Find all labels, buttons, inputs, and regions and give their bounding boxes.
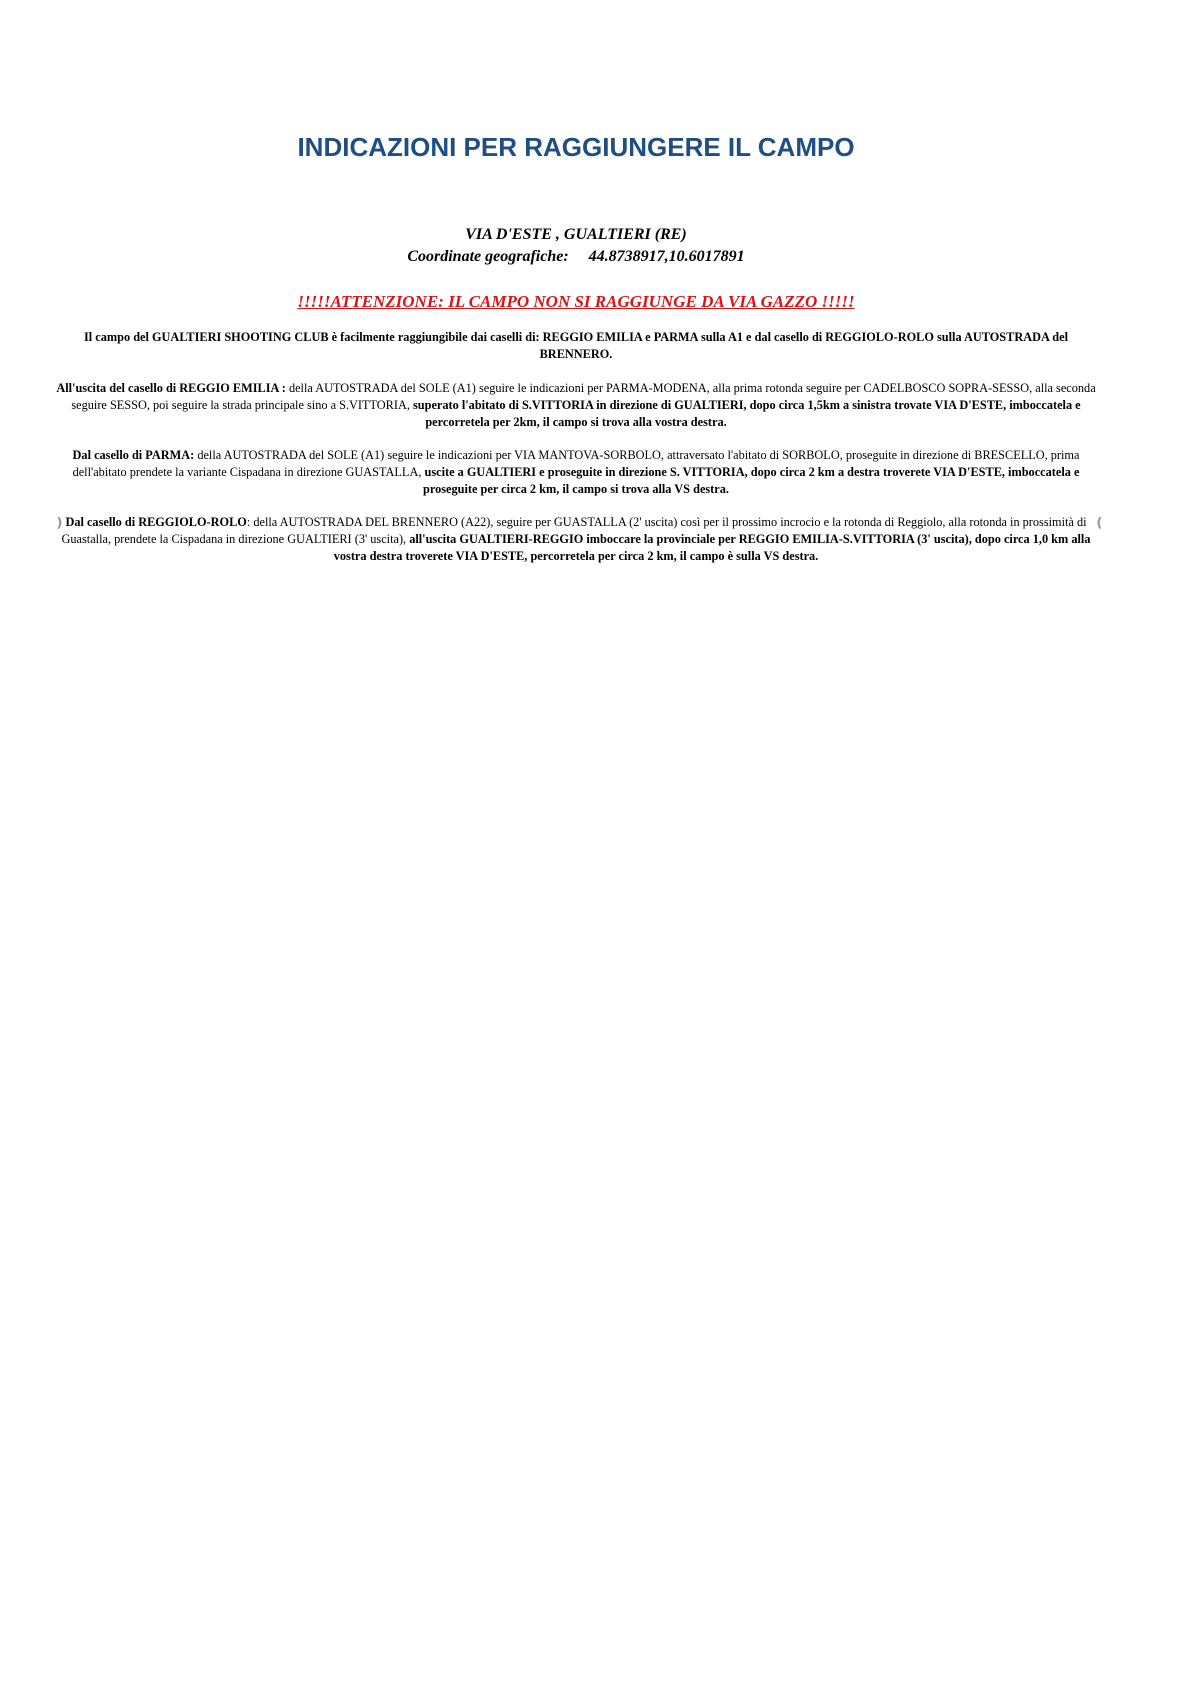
warning-notice: !!!!!ATTENZIONE: IL CAMPO NON SI RAGGIUNGE DA VIA GAZZO !!!!! [297,292,855,311]
reggio-text: della AUTOSTRADA del SOLE (A1) seguire le indicazioni per PARMA-MODENA, alla prima rotonda seguire per CADELBOSCO SOPRA-SESSO, alla seconda seguire SESSO, poi seguire la strada principale sino a S.VITTORIA, [71,381,1096,412]
rolo-lead: Dal casello di REGGIOLO-ROLO [65,515,247,529]
parma-bold-text: uscite a GUALTIERI e proseguite in direzione S. VITTORIA, dopo circa 2 km a destra troverete VIA D'ESTE, imboccatela e proseguite per circa 2 km, il campo si trova alla VS destra. [423,465,1080,496]
page-title: INDICAZIONI PER RAGGIUNGERE IL CAMPO [297,132,855,162]
parma-paragraph [56,447,1096,498]
coordinates-line [0,248,1152,266]
intro-text: Il campo del GUALTIERI SHOOTING CLUB è facilmente raggiungibile dai caselli di: REGGIO EMILIA e PARMA sulla A1 e dal casello di REGGIOLO-ROLO sulla AUTOSTRADA del BRENNERO. [84,330,1068,361]
intro-paragraph [56,329,1096,363]
rolo-text: : della AUTOSTRADA DEL BRENNERO (A22), seguire per GUASTALLA (2' uscita) così per il prossimo incrocio e la rotonda di Reggiolo, alla rotonda in prossimità di Guastalla, prendete la Cispadana in direzione GUALTIERI (3' uscita), [61,515,1087,546]
left-bracket-mark: ❫ [54,516,65,531]
rolo-bold-text: all'uscita GUALTIERI-REGGIO imboccare la provinciale per REGGIO EMILIA-S.VITTORIA (3' uscita), dopo circa 1,0 km alla vostra destra troverete VIA D'ESTE, percorretela per circa 2 km, il campo è sulla VS destra. [333,532,1091,563]
coordinates-label: Coordinate geografiche: [407,248,569,265]
reggio-emilia-paragraph [56,380,1096,431]
coordinates-value: 44.8738917,10.6017891 [588,248,745,265]
parma-text: della AUTOSTRADA del SOLE (A1) seguire le indicazioni per VIA MANTOVA-SORBOLO, attraversato l'abitato di SORBOLO, proseguite in direzione di BRESCELLO, prima dell'abitato prendete la variante Cispadana in direzione GUASTALLA, [72,448,1080,479]
reggio-lead: All'uscita del casello di REGGIO EMILIA : [56,381,286,395]
reggiolo-rolo-paragraph [56,514,1096,565]
address-line: VIA D'ESTE , GUALTIERI (RE) [465,226,687,243]
reggio-bold-text: superato l'abitato di S.VITTORIA in direzione di GUALTIERI, dopo circa 1,5km a sinistra trovate VIA D'ESTE, imboccatela e percorretela per 2km, il campo si trova alla vostra destra. [413,398,1081,429]
right-bracket-mark: ❪ [1094,516,1105,531]
parma-lead: Dal casello di PARMA: [72,448,195,462]
